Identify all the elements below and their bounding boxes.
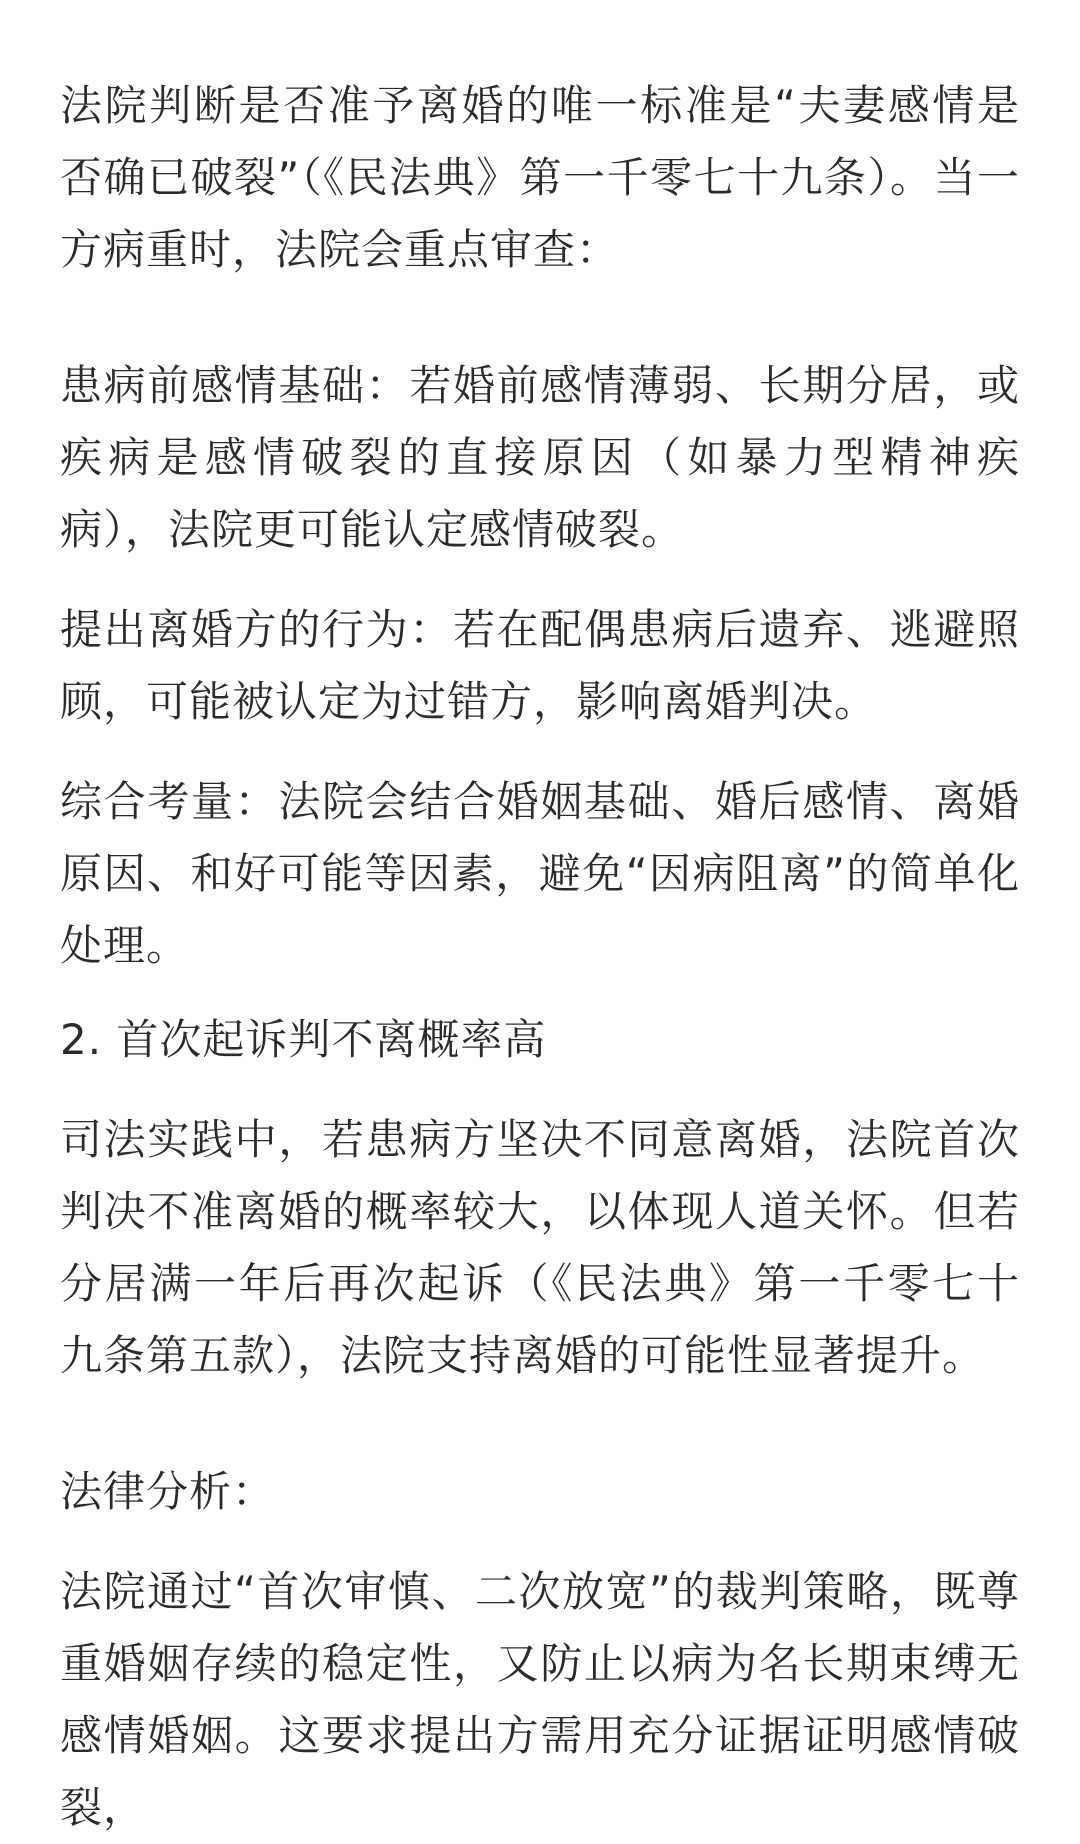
paragraph-filing-party-conduct: 提出离婚方的行为：若在配偶患病后遗弃、逃避照顾，可能被认定为过错方，影响离婚判决。 [60, 605, 1020, 726]
section-heading-first-lawsuit: 2. 首次起诉判不离概率高 [60, 1015, 547, 1064]
paragraph-judicial-practice: 司法实践中，若患病方坚决不同意离婚，法院首次判决不准离婚的概率较大，以体现人道关怀。但若分居满一年后再次起诉（《民法典》第一千零七十九条第五款），法院支持离婚的可能性显著提升。 [60, 1115, 1020, 1380]
article-body [60, 70, 1020, 1844]
paragraph-legal-analysis: 法院通过“首次审慎、二次放宽”的裁判策略，既尊重婚姻存续的稳定性，又防止以病为名长期束缚无感情婚姻。这要求提出方需用充分证据证明感情破裂， [60, 1567, 1020, 1832]
legal-analysis-label: 法律分析： [60, 1467, 276, 1516]
paragraph-emotional-basis: 患病前感情基础：若婚前感情薄弱、长期分居，或疾病是感情破裂的直接原因（如暴力型精神疾病），法院更可能认定感情破裂。 [60, 361, 1020, 554]
paragraph-comprehensive-consideration: 综合考量：法院会结合婚姻基础、婚后感情、离婚原因、和好可能等因素，避免“因病阻离”的简单化处理。 [60, 777, 1020, 970]
paragraph-divorce-standard: 法院判断是否准予离婚的唯一标准是“夫妻感情是否确已破裂”（《民法典》第一千零七十九条）。当一方病重时，法院会重点审查： [60, 81, 1020, 274]
